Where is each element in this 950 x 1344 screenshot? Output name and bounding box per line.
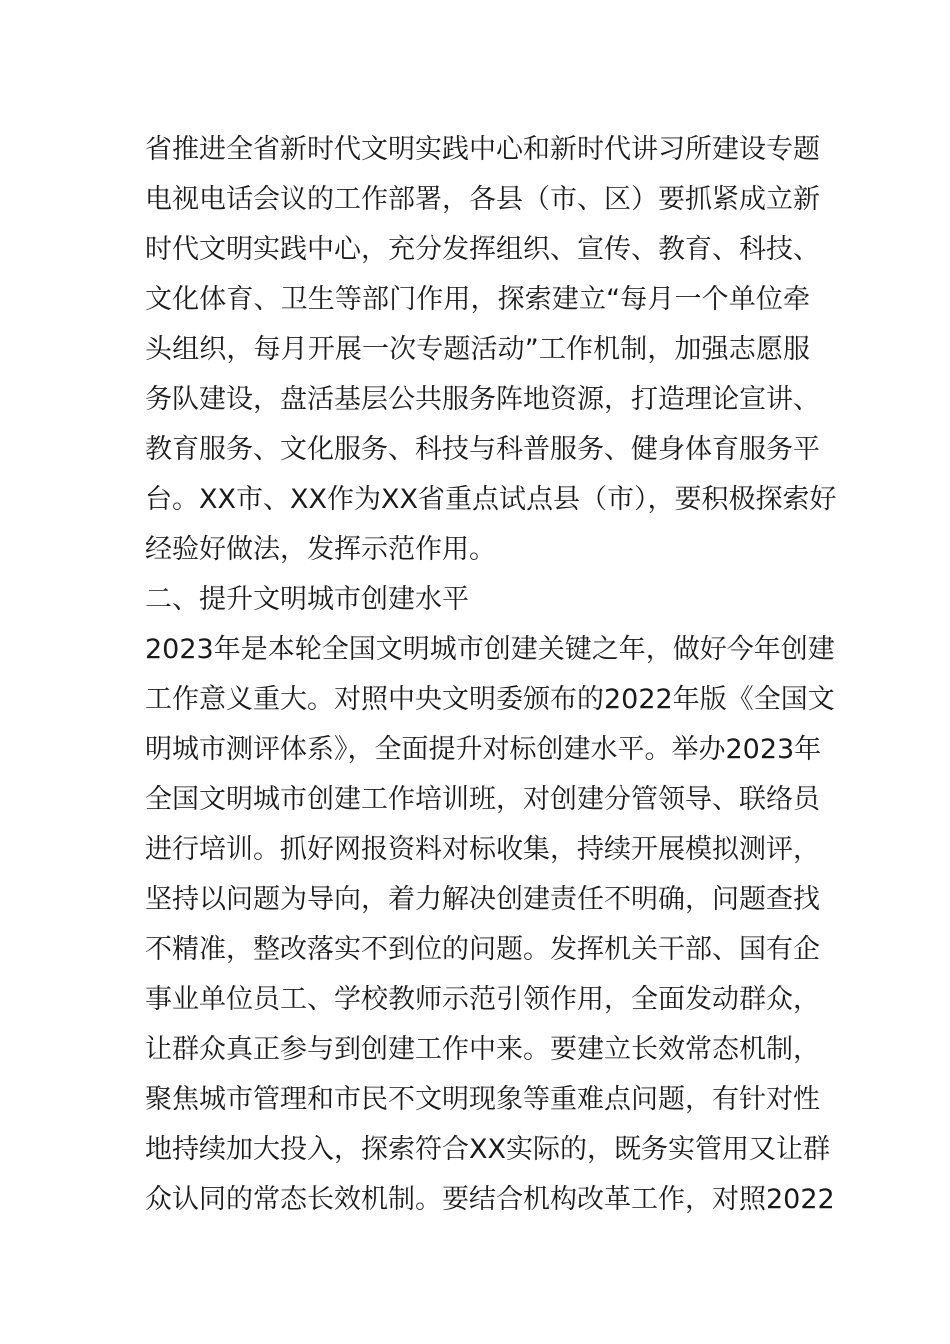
paragraph-line: 众认同的常态长效机制。要结合机构改革工作，对照2022 — [145, 1184, 835, 1215]
section-heading: 二、提升文明城市创建水平 — [145, 584, 469, 615]
paragraph-line: 务队建设，盘活基层公共服务阵地资源，打造理论宣讲、 — [145, 384, 820, 415]
paragraph-line: 事业单位员工、学校教师示范引领作用，全面发动群众， — [145, 984, 820, 1015]
paragraph-line: 地持续加大投入，探索符合XX实际的，既务实管用又让群 — [145, 1134, 830, 1165]
paragraph-line: 2023年是本轮全国文明城市创建关键之年，做好今年创建 — [145, 634, 835, 665]
paragraph-line: 经验好做法，发挥示范作用。 — [145, 534, 496, 565]
paragraph-line: 工作意义重大。对照中央文明委颁布的2022年版《全国文 — [145, 684, 835, 715]
paragraph-line: 进行培训。抓好网报资料对标收集，持续开展模拟测评， — [145, 834, 820, 865]
paragraph-line: 不精准，整改落实不到位的问题。发挥机关干部、国有企 — [145, 934, 820, 965]
paragraph-line: 时代文明实践中心，充分发挥组织、宣传、教育、科技、 — [145, 234, 820, 265]
paragraph-line: 教育服务、文化服务、科技与科普服务、健身体育服务平 — [145, 434, 820, 465]
paragraph-line: 台。XX市、XX作为XX省重点试点县（市），要积极探索好 — [145, 484, 837, 515]
paragraph-line: 聚焦城市管理和市民不文明现象等重难点问题，有针对性 — [145, 1084, 820, 1115]
paragraph-line: 让群众真正参与到创建工作中来。要建立长效常态机制， — [145, 1034, 820, 1065]
paragraph-line: 全国文明城市创建工作培训班，对创建分管领导、联络员 — [145, 784, 820, 815]
paragraph-line: 文化体育、卫生等部门作用，探索建立“每月一个单位牵 — [145, 284, 810, 315]
paragraph-line: 明城市测评体系》，全面提升对标创建水平。举办2023年 — [145, 734, 822, 765]
paragraph-line: 坚持以问题为导向，着力解决创建责任不明确，问题查找 — [145, 884, 820, 915]
paragraph-line: 电视电话会议的工作部署，各县（市、区）要抓紧成立新 — [145, 184, 820, 215]
paragraph-line: 省推进全省新时代文明实践中心和新时代讲习所建设专题 — [145, 134, 820, 165]
paragraph-line: 头组织，每月开展一次专题活动”工作机制，加强志愿服 — [145, 334, 810, 365]
